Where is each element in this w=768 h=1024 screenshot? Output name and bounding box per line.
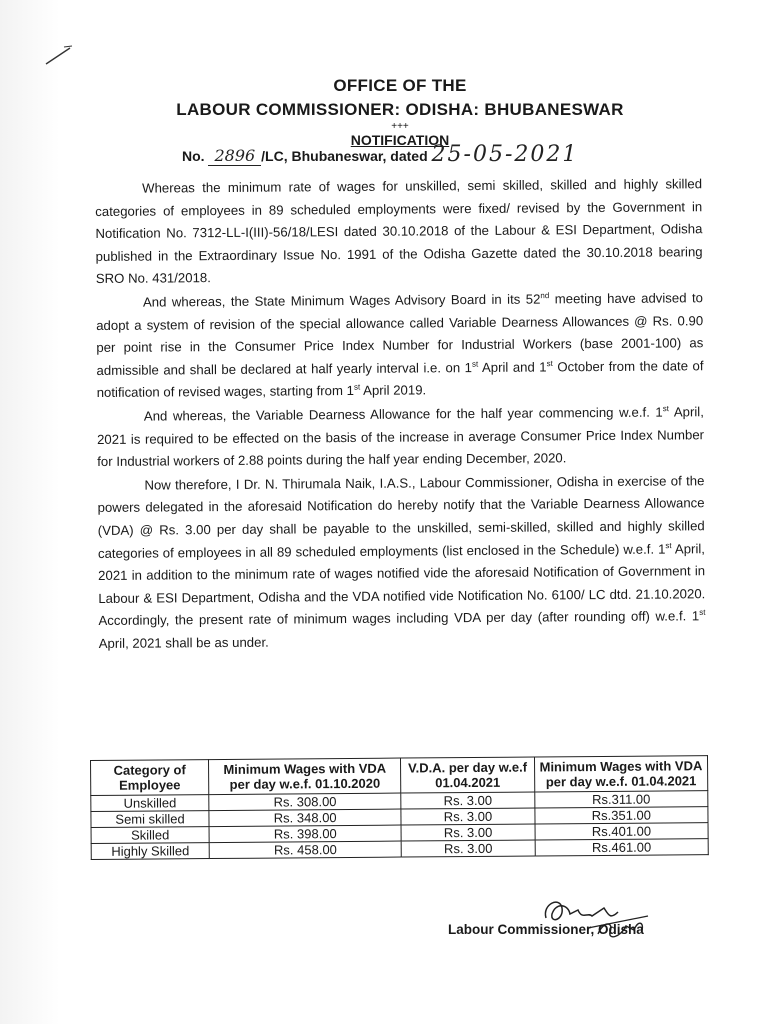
commissioner-title: LABOUR COMMISSIONER: ODISHA: BHUBANESWAR xyxy=(176,100,624,119)
cell-vda: Rs. 3.00 xyxy=(401,840,535,857)
p2-sup-4: st xyxy=(353,382,361,392)
wage-table-wrapper xyxy=(90,755,709,860)
p4-sup-2: st xyxy=(699,608,706,618)
notification-heading: NOTIFICATION xyxy=(350,132,450,148)
paragraph-3 xyxy=(97,401,705,474)
cell-category: Semi skilled xyxy=(91,811,209,828)
cell-category: Highly Skilled xyxy=(91,843,209,860)
p2-text-a: And whereas, the State Minimum Wages Advisory Board in its 52 xyxy=(142,291,541,310)
ref-number: 2896 xyxy=(208,146,261,166)
cell-vda: Rs. 3.00 xyxy=(401,808,535,825)
p4-sup-1: st xyxy=(665,540,672,550)
p3-sup-1: st xyxy=(662,404,669,414)
cell-wage-2020: Rs. 308.00 xyxy=(209,793,401,811)
table-row xyxy=(91,839,708,860)
signature-title: Labour Commissioner, Odisha xyxy=(448,922,644,937)
wage-table xyxy=(90,755,709,860)
p4-text-a: Now therefore, I Dr. N. Thirumala Naik, I.A.S., Labour Commissioner, Odisha in exercise of the powers delegated in the aforesaid Notification do hereby notify that the Variable Dearness Allowance (VDA) @ Rs. 3.00 per day shall be payable to the unskilled, semi-skilled, skilled and highly skilled categories of employees in all 89 scheduled employments (list enclosed in the Schedule) w.e.f. 1 xyxy=(97,472,705,561)
cell-category: Skilled xyxy=(91,827,209,844)
p4-text-b: April, 2021 in addition to the minimum rate of wages notified vide the aforesaid Notification of Government in Labour & ESI Department, Odisha and the VDA notified vide Notification No. 6100/ LC dtd. 21.10.2020. Accordingly, the present rate of minimum wages including VDA per day (after rounding off) w.e.f. 1 xyxy=(98,540,706,629)
header-wages-2021: Minimum Wages with VDA per day w.e.f. 01.04.2021 xyxy=(534,756,707,792)
header-separator: +++ xyxy=(391,121,409,132)
signature-scribble xyxy=(538,890,658,950)
p4-text-c: April, 2021 shall be as under. xyxy=(98,634,269,651)
p2-sup-1: nd xyxy=(540,291,550,301)
paragraph-2 xyxy=(96,287,704,405)
cell-wage-2021: Rs.461.00 xyxy=(535,839,708,856)
header-wages-2020: Minimum Wages with VDA per day w.e.f. 01.10.2020 xyxy=(209,758,401,795)
cell-wage-2021: Rs.311.00 xyxy=(535,791,708,808)
paragraph-1 xyxy=(95,173,703,291)
p2-text-e: April 2019. xyxy=(360,382,427,399)
ref-place: /LC, Bhubaneswar, dated xyxy=(261,148,428,164)
p2-text-b: meeting have advised to adopt a system of revision of the special allowance called Variable Dearness Allowances @ Rs. 0.90 per point rise in the Consumer Price Index Number for Industrial Workers (base 2001-100) as admissible and shall be declared at half yearly interval i.e. on 1 xyxy=(96,290,704,378)
p3-text-b: April, 2021 is required to be effected on the basis of the increase in average Consumer Price Index Number for Industrial workers of 2.88 points during the half year ending December, 2020. xyxy=(96,404,705,470)
cell-vda: Rs. 3.00 xyxy=(401,792,535,809)
cell-wage-2020: Rs. 348.00 xyxy=(209,809,401,827)
header-category: Category of Employee xyxy=(91,760,209,796)
p2-text-c: April and 1 xyxy=(478,359,547,375)
cell-wage-2021: Rs.351.00 xyxy=(535,807,708,824)
scan-edge-shadow xyxy=(0,0,60,1024)
ref-no-label: No. xyxy=(182,148,205,164)
header-vda: V.D.A. per day w.e.f 01.04.2021 xyxy=(401,757,535,793)
notification-body xyxy=(95,173,706,656)
cell-vda: Rs. 3.00 xyxy=(401,824,535,841)
ref-date: 25-05-2021 xyxy=(431,142,579,167)
table-header-row xyxy=(91,756,708,796)
cell-wage-2021: Rs.401.00 xyxy=(535,823,708,840)
pen-stroke-mark xyxy=(44,44,74,68)
paragraph-4 xyxy=(97,470,705,656)
p3-text-a: And whereas, the Variable Dearness Allowance for the half year commencing w.e.f. 1 xyxy=(143,404,663,424)
p2-sup-2: st xyxy=(471,359,479,369)
cell-wage-2020: Rs. 458.00 xyxy=(209,841,401,859)
cell-wage-2020: Rs. 398.00 xyxy=(209,825,401,843)
cell-category: Unskilled xyxy=(91,795,209,812)
office-title: OFFICE OF THE xyxy=(333,76,467,95)
p2-sup-3: st xyxy=(546,358,553,368)
paragraph-1-text: Whereas the minimum rate of wages for unskilled, semi skilled, skilled and highly skilled categories of employees in 89 scheduled employments were fixed/ revised by the Government in Notification No. 7312-LL-I(III)-56/18/LESI dated 30.10.2018 of the Labour & ESI Department, Odisha published in the Extraordinary Issue No. 1991 of the Odisha Gazette dated the 30.10.2018 bearing SRO No. 431/2018. xyxy=(95,176,703,287)
reference-line xyxy=(182,142,578,167)
letterhead xyxy=(150,72,650,148)
p2-text-d: October from the date of notification of revised wages, starting from 1 xyxy=(96,357,704,401)
